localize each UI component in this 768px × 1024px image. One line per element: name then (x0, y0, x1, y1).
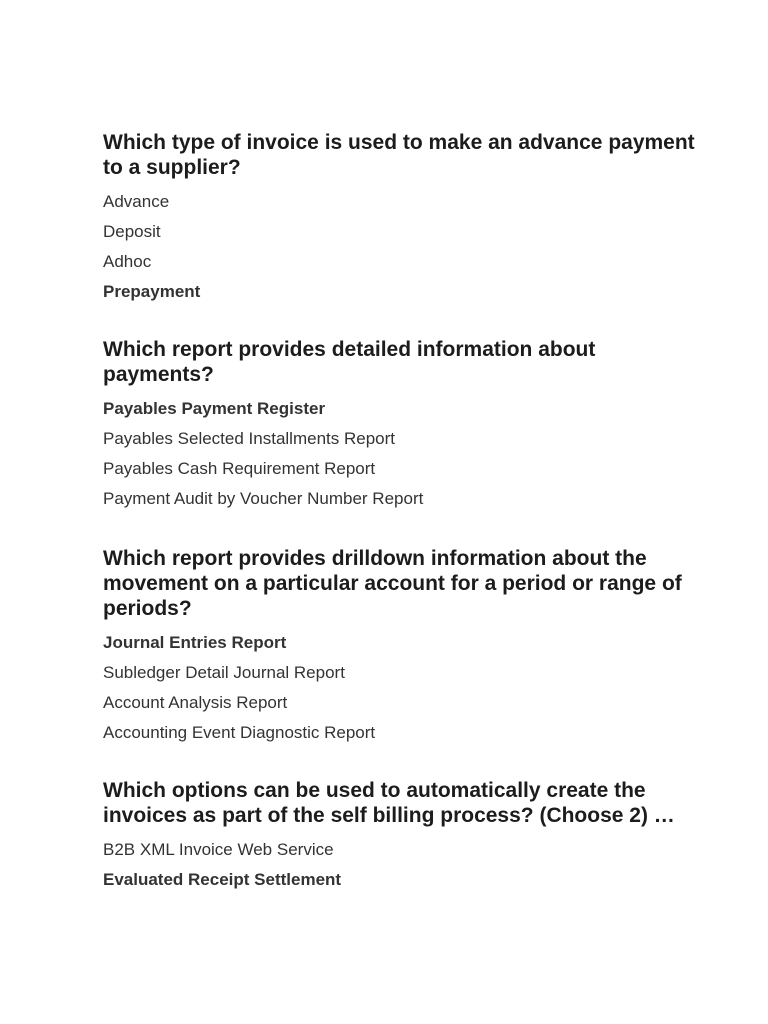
question-heading: Which report provides drilldown information about the movement on a particular account for a period or range of periods? (103, 547, 682, 620)
answer-option: Accounting Event Diagnostic Report (103, 723, 376, 742)
spacer (103, 307, 703, 337)
question-block-2 (103, 337, 703, 514)
answer-options (103, 628, 703, 748)
answer-option-correct: Payables Payment Register (103, 399, 326, 418)
answer-option: Account Analysis Report (103, 693, 288, 712)
answer-options (103, 835, 703, 895)
question-heading: Which type of invoice is used to make an advance payment to a supplier? (103, 131, 695, 179)
answer-options (103, 187, 703, 307)
answer-option: Payables Selected Installments Report (103, 429, 395, 448)
answer-option: Adhoc (103, 252, 152, 271)
answer-options (103, 394, 703, 514)
question-block-4 (103, 778, 703, 895)
answer-option: Advance (103, 192, 170, 211)
answer-option-correct: Journal Entries Report (103, 633, 287, 652)
question-heading: Which options can be used to automatically create the invoices as part of the self billing process? (Choose 2) … (103, 779, 675, 827)
spacer (103, 748, 703, 778)
answer-option-correct: Evaluated Receipt Settlement (103, 870, 342, 889)
question-block-3 (103, 546, 703, 748)
answer-option-correct: Prepayment (103, 282, 201, 301)
answer-option: Subledger Detail Journal Report (103, 663, 345, 682)
document-page (103, 130, 703, 895)
question-block-1 (103, 130, 703, 307)
answer-option: Payment Audit by Voucher Number Report (103, 489, 424, 508)
answer-option: Deposit (103, 222, 161, 241)
question-heading: Which report provides detailed information about payments? (103, 338, 596, 386)
spacer (103, 514, 703, 546)
answer-option: B2B XML Invoice Web Service (103, 840, 334, 859)
answer-option: Payables Cash Requirement Report (103, 459, 376, 478)
